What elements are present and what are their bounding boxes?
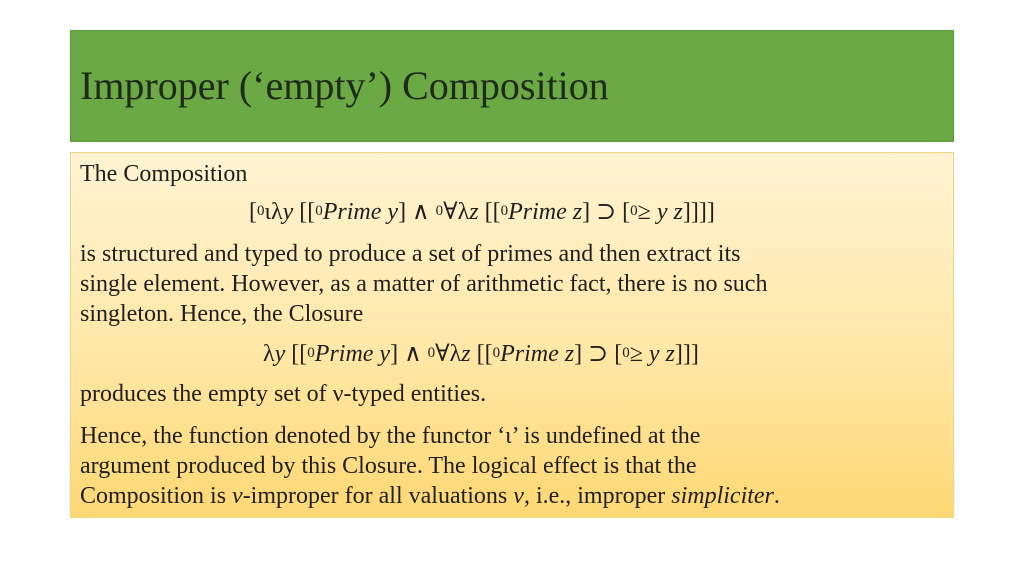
formula-text: [[ — [478, 199, 501, 225]
formula-text: [[ — [293, 199, 316, 225]
formula-text: ι — [264, 199, 271, 225]
text-run: -improper for all valuations — [242, 483, 514, 509]
formula-text: ≥ — [629, 341, 649, 367]
formula-var: y z — [656, 199, 683, 225]
paragraph-line: produces the empty set of ν-typed entities. — [80, 381, 487, 407]
closure-formula — [263, 339, 699, 369]
text-run: . — [773, 483, 780, 509]
formula-sup: 0 — [492, 345, 501, 361]
formula-sup: 0 — [315, 203, 323, 219]
text-run: , i.e., improper — [523, 483, 672, 509]
formula-var: Prime y — [322, 199, 399, 225]
formula-sup: 0 — [257, 203, 265, 219]
intro-text: The Composition — [80, 161, 248, 187]
paragraph-line: is structured and typed to produce a set of primes and then extract its — [80, 241, 741, 267]
formula-text: λ — [270, 199, 283, 225]
formula-var: z — [469, 199, 479, 225]
slide-title: Improper (‘empty’) Composition — [80, 63, 609, 108]
italic-run: v — [232, 483, 243, 509]
paragraph-line: single element. However, as a matter of arithmetic fact, there is no such — [80, 271, 768, 297]
formula-text: ] ⊃ [ — [582, 199, 631, 225]
formula-sup: 0 — [622, 345, 630, 361]
formula-var: Prime y — [314, 341, 391, 367]
paragraph-line: argument produced by this Closure. The logical effect is that the — [80, 453, 697, 479]
text-run: Composition is — [80, 483, 233, 509]
formula-text: [[ — [285, 341, 308, 367]
formula-text: ]]]] — [682, 199, 715, 225]
formula-var: Prime z — [508, 199, 583, 225]
formula-text: ] ⊃ [ — [574, 341, 623, 367]
formula-text: ∀λ — [443, 199, 470, 225]
formula-text: ≥ — [637, 199, 657, 225]
paragraph-line — [80, 481, 780, 511]
paragraph-line: Hence, the function denoted by the functor ‘ι’ is undefined at the — [80, 423, 701, 449]
formula-text: λ — [263, 341, 275, 367]
formula-text: ] ∧ — [398, 199, 436, 225]
formula-var: Prime z — [500, 341, 575, 367]
title-bar — [70, 30, 954, 142]
formula-var: y z — [648, 341, 675, 367]
formula-sup: 0 — [427, 345, 436, 361]
formula-text: ]]] — [674, 341, 699, 367]
paragraph-line: singleton. Hence, the Closure — [80, 301, 364, 327]
formula-sup: 0 — [435, 203, 444, 219]
formula-sup: 0 — [630, 203, 638, 219]
formula-text: ∀λ — [435, 341, 462, 367]
formula-text: [[ — [470, 341, 493, 367]
content-box — [70, 152, 954, 518]
formula-sup: 0 — [307, 345, 315, 361]
formula-var: y — [282, 199, 294, 225]
composition-formula — [249, 197, 715, 227]
italic-run: v — [513, 483, 524, 509]
formula-var: z — [461, 341, 471, 367]
formula-text: ] ∧ — [390, 341, 428, 367]
formula-sup: 0 — [500, 203, 509, 219]
formula-var: y — [274, 341, 286, 367]
formula-text: [ — [249, 199, 257, 225]
italic-run: simpliciter — [671, 483, 774, 509]
